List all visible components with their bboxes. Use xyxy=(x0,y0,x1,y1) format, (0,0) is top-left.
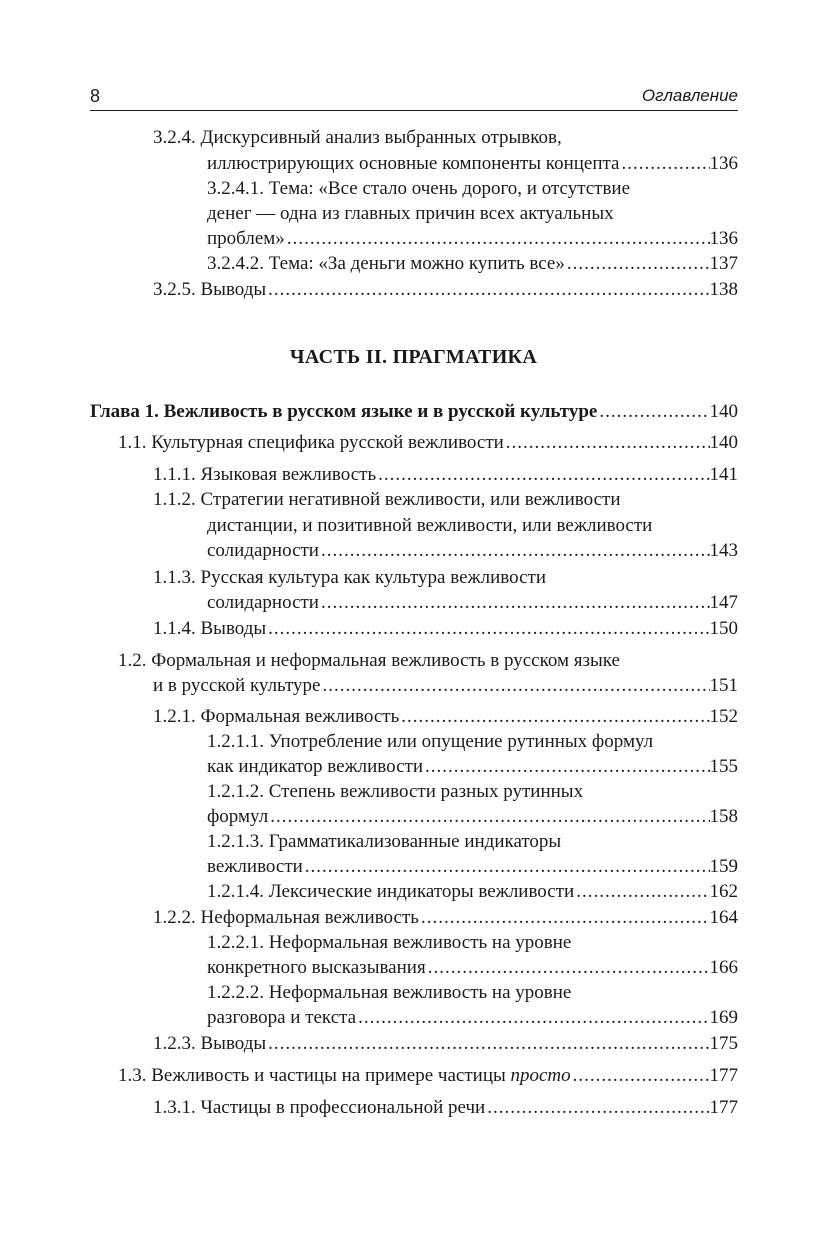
toc-entry-text: денег — одна из главных причин всех актуальных xyxy=(207,203,614,224)
dot-leader xyxy=(266,1031,709,1057)
toc-entry[interactable] xyxy=(207,804,738,830)
dot-leader xyxy=(285,226,710,252)
toc-entry[interactable] xyxy=(207,226,738,252)
toc-page-number: 141 xyxy=(709,464,738,485)
toc-entry-text: солидарности xyxy=(207,592,319,613)
dot-leader xyxy=(303,854,710,880)
toc-line xyxy=(207,829,738,855)
dot-leader xyxy=(504,430,710,456)
toc-entry[interactable] xyxy=(153,462,738,488)
dot-leader xyxy=(485,1095,709,1121)
toc-entry-chapter[interactable] xyxy=(90,399,738,425)
toc-page-number: 159 xyxy=(709,856,738,877)
toc-line xyxy=(153,565,738,591)
toc-page-number: 147 xyxy=(709,592,738,613)
toc-entry[interactable] xyxy=(153,277,738,303)
dot-leader xyxy=(266,616,709,642)
toc-entry[interactable] xyxy=(207,754,738,780)
toc-entry[interactable] xyxy=(118,430,738,456)
toc-entry[interactable] xyxy=(207,955,738,981)
toc-entry[interactable] xyxy=(153,704,738,730)
toc-line xyxy=(207,930,738,956)
toc-page-number: 140 xyxy=(709,432,738,453)
toc-page-number: 164 xyxy=(709,907,738,928)
toc-entry-text: 1.2.3. Выводы xyxy=(153,1033,267,1054)
toc-entry-text: 1.1.1. Языковая вежливость xyxy=(153,464,377,485)
toc-page-number: 143 xyxy=(709,540,738,561)
toc-entry-text: 1.1.4. Выводы xyxy=(153,618,267,639)
toc-entry-text: иллюстрирующих основные компоненты концепта xyxy=(207,153,620,174)
toc-line xyxy=(207,201,738,227)
toc-entry-text: 1.2.1.2. Степень вежливости разных рутинных xyxy=(207,781,584,802)
dot-leader xyxy=(320,673,709,699)
toc-entry-text: как индикатор вежливости xyxy=(207,756,424,777)
toc-entry[interactable] xyxy=(153,616,738,642)
toc-entry-text: 1.2. Формальная и неформальная вежливость в русском языке xyxy=(118,650,620,671)
toc-entry-text-main: 1.3. Вежливость и частицы на примере частицы xyxy=(118,1065,511,1086)
dot-leader xyxy=(597,399,709,425)
toc-page-number: 150 xyxy=(709,618,738,639)
toc-entry[interactable] xyxy=(207,854,738,880)
toc-entry-text: 1.2.2.2. Неформальная вежливость на уровне xyxy=(207,982,572,1003)
toc-entry-text: солидарности xyxy=(207,540,319,561)
toc-entry[interactable] xyxy=(118,1063,738,1089)
toc-page-number: 162 xyxy=(709,881,738,902)
toc-entry-text: 1.2.1.1. Употребление или опущение рутинных формул xyxy=(207,731,654,752)
dot-leader xyxy=(399,704,709,730)
toc-page-number: 140 xyxy=(709,401,738,422)
toc-entry-text: 1.1.3. Русская культура как культура вежливости xyxy=(153,567,547,588)
toc-entry[interactable] xyxy=(153,673,738,699)
toc-entry-text: 1.2.1.3. Грамматикализованные индикаторы xyxy=(207,831,562,852)
toc-entry[interactable] xyxy=(153,1095,738,1121)
toc-line xyxy=(207,779,738,805)
toc-entry[interactable] xyxy=(207,879,738,905)
toc-page-number: 136 xyxy=(709,153,738,174)
dot-leader xyxy=(356,1005,709,1031)
toc-entry-text: 1.1.2. Стратегии негативной вежливости, или вежливости xyxy=(153,489,621,510)
toc-entry-text: дистанции, и позитивной вежливости, или вежливости xyxy=(207,515,653,536)
toc-entry-text: 1.3.1. Частицы в профессиональной речи xyxy=(153,1097,486,1118)
toc-entry-text: 1.2.1.4. Лексические индикаторы вежливости xyxy=(207,881,575,902)
toc-page-number: 169 xyxy=(709,1007,738,1028)
toc-page-number: 138 xyxy=(709,279,738,300)
toc-page-number: 158 xyxy=(709,806,738,827)
toc-entry-text: 1.1. Культурная специфика русской вежливости xyxy=(118,432,504,453)
toc-entry-text: проблем» xyxy=(207,228,285,249)
dot-leader xyxy=(419,905,710,931)
toc-entry-text: 1.2.2.1. Неформальная вежливость на уровне xyxy=(207,932,572,953)
toc-page-number: 177 xyxy=(709,1065,738,1086)
toc-entry-text: 3.2.4.1. Тема: «Все стало очень дорого, и отсутствие xyxy=(207,178,631,199)
toc-page-number: 166 xyxy=(709,957,738,978)
toc-line xyxy=(153,487,738,513)
running-title: Оглавление xyxy=(641,86,738,105)
toc-entry[interactable] xyxy=(207,151,738,177)
part-title: ЧАСТЬ II. ПРАГМАТИКА xyxy=(289,346,538,368)
toc-page-number: 177 xyxy=(709,1097,738,1118)
toc-line xyxy=(207,729,738,755)
toc-page-number: 136 xyxy=(709,228,738,249)
dot-leader xyxy=(319,590,710,616)
toc-entry-text: конкретного высказывания xyxy=(207,957,426,978)
toc-page-number: 175 xyxy=(709,1033,738,1054)
page-number: 8 xyxy=(90,86,101,106)
dot-leader xyxy=(266,277,709,303)
dot-leader xyxy=(571,1063,710,1089)
toc-line xyxy=(207,513,738,539)
toc-entry-text: вежливости xyxy=(207,856,303,877)
toc-entry-text: 1.2.1. Формальная вежливость xyxy=(153,706,400,727)
dot-leader xyxy=(426,955,710,981)
toc-entry-text: 3.2.4.2. Тема: «За деньги можно купить все» xyxy=(207,253,565,274)
toc-entry[interactable] xyxy=(207,538,738,564)
toc-entry-text: Глава 1. Вежливость в русском языке и в русской культуре xyxy=(90,401,598,422)
toc-entry-text: и в русской культуре xyxy=(153,675,321,696)
toc-entry-text: 1.2.2. Неформальная вежливость xyxy=(153,907,419,928)
dot-leader xyxy=(565,251,710,277)
toc-entry-text xyxy=(118,1063,571,1089)
toc-entry-text: разговора и текста xyxy=(207,1007,357,1028)
toc-entry[interactable] xyxy=(153,1031,738,1057)
dot-leader xyxy=(268,804,709,830)
toc-line xyxy=(118,648,738,674)
toc-entry-text-italic: просто xyxy=(510,1065,571,1086)
dot-leader xyxy=(619,151,709,177)
dot-leader xyxy=(423,754,709,780)
toc-entry[interactable] xyxy=(153,905,738,931)
dot-leader xyxy=(319,538,710,564)
running-header xyxy=(90,86,738,111)
toc-entry-text: 3.2.5. Выводы xyxy=(153,279,267,300)
toc-entry-text: 3.2.4. Дискурсивный анализ выбранных отрывков, xyxy=(153,127,562,148)
toc-entry-text: формул xyxy=(207,806,269,827)
toc-entry[interactable] xyxy=(207,590,738,616)
toc-page-number: 137 xyxy=(709,253,738,274)
toc-page-number: 151 xyxy=(709,675,738,696)
toc-page-number: 155 xyxy=(709,756,738,777)
dot-leader xyxy=(574,879,709,905)
toc-line xyxy=(207,176,738,202)
toc-entry[interactable] xyxy=(207,251,738,277)
toc-entry[interactable] xyxy=(207,1005,738,1031)
toc-page-number: 152 xyxy=(709,706,738,727)
toc-line xyxy=(153,125,738,151)
toc-line xyxy=(207,980,738,1006)
dot-leader xyxy=(376,462,709,488)
